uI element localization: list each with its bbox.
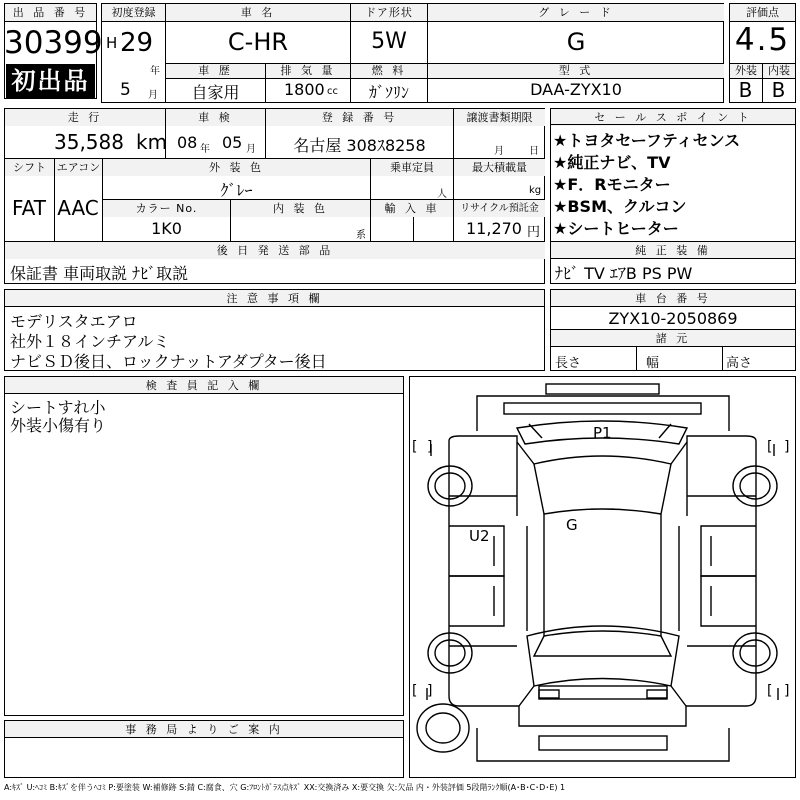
rear-body bbox=[519, 706, 686, 726]
first-reg-label: 初度登録 bbox=[102, 4, 165, 21]
lot-number: 30399 bbox=[4, 25, 103, 61]
notes-label: 注 意 事 項 欄 bbox=[5, 290, 544, 307]
import-label: 輸 入 車 bbox=[371, 200, 453, 217]
interior-grade: B bbox=[771, 78, 786, 102]
ac: AAC bbox=[57, 196, 99, 220]
mileage: 35,588 bbox=[54, 130, 124, 154]
mark-p1: P1 bbox=[593, 424, 612, 442]
svg-text:]: ] bbox=[427, 439, 433, 455]
max-load-label: 最大積載量 bbox=[454, 159, 545, 176]
width-label: 幅 bbox=[646, 356, 660, 371]
grade: G bbox=[566, 28, 586, 56]
exterior-color: ｸﾞﾚｰ bbox=[220, 181, 253, 200]
reg-month: 5 bbox=[120, 80, 131, 100]
svg-text:[: [ bbox=[767, 683, 773, 699]
transfer-day-unit: 日 bbox=[529, 146, 539, 157]
front-bumper-top bbox=[546, 384, 659, 394]
sales-point-item: ★F．Rモニター bbox=[553, 175, 671, 194]
chassis-label: 車 台 番 号 bbox=[551, 290, 795, 307]
sales-points-label: セ ー ル ス ポ イ ン ト bbox=[551, 109, 795, 126]
height-label: 高さ bbox=[726, 356, 753, 371]
mark-g: G bbox=[566, 516, 578, 534]
inspector-line: シートすれ小 bbox=[10, 398, 106, 417]
grade-label: グ レ ー ド bbox=[428, 4, 724, 21]
spare-tyre bbox=[417, 704, 469, 752]
inspector-label: 検 査 員 記 入 欄 bbox=[5, 377, 403, 394]
capacity-label: 乗車定員 bbox=[371, 159, 453, 176]
car-name: C-HR bbox=[227, 28, 289, 56]
load-unit: kg bbox=[529, 185, 542, 196]
later-parts: 保証書 車両取説 ﾅﾋﾞ取説 bbox=[10, 264, 189, 283]
displacement: 1800 bbox=[284, 80, 325, 99]
capacity-unit: 人 bbox=[437, 189, 447, 200]
inspection-month: 05 bbox=[222, 133, 243, 152]
svg-text:[: [ bbox=[767, 439, 773, 455]
exterior-label: 外装 bbox=[730, 64, 762, 78]
door-label: ドア形状 bbox=[351, 4, 427, 21]
rear-bumper bbox=[477, 728, 729, 761]
left-side bbox=[449, 441, 519, 706]
sales-point-item: ★シートヒーター bbox=[553, 219, 679, 238]
inspection-label: 車 検 bbox=[166, 109, 265, 126]
ac-label: エアコン bbox=[56, 161, 101, 174]
color-number: 1K0 bbox=[151, 219, 182, 238]
plate-label: 登 録 番 号 bbox=[266, 109, 453, 126]
transfer-deadline-label: 譲渡書類期限 bbox=[454, 109, 545, 126]
note-line: モデリスタエアロ bbox=[10, 312, 138, 331]
door-type: 5W bbox=[371, 29, 407, 54]
later-parts-label: 後 日 発 送 部 品 bbox=[5, 242, 545, 259]
car-name-label: 車 名 bbox=[166, 4, 350, 21]
interior-color-unit: 系 bbox=[356, 230, 366, 241]
history-label: 車 歴 bbox=[166, 64, 265, 78]
year-unit: 年 bbox=[150, 66, 160, 77]
shift-label: シフト bbox=[5, 159, 54, 176]
svg-text:]: ] bbox=[784, 439, 790, 455]
mark-u2: U2 bbox=[469, 527, 490, 545]
inspection-year: 08 bbox=[177, 133, 198, 152]
office-label: 事 務 局 よ り ご 案 内 bbox=[5, 721, 403, 738]
exterior-color-label: 外 装 色 bbox=[103, 159, 370, 176]
standard-equipment: ﾅﾋﾞ TV ｴｱB PS PW bbox=[555, 264, 693, 283]
right-side bbox=[686, 441, 756, 706]
interior-label: 内装 bbox=[763, 64, 795, 78]
fuel-label: 燃 料 bbox=[351, 64, 427, 78]
svg-text:]: ] bbox=[784, 683, 790, 699]
era: H bbox=[106, 34, 118, 52]
score-label: 評価点 bbox=[730, 4, 795, 21]
reg-year: 29 bbox=[120, 28, 154, 58]
car-diagram bbox=[409, 376, 796, 778]
chassis-number: ZYX10-2050869 bbox=[608, 309, 738, 328]
cc-unit: cc bbox=[327, 86, 338, 97]
month-unit: 月 bbox=[148, 90, 158, 101]
km-unit: km bbox=[136, 130, 168, 154]
right-rear-door bbox=[701, 576, 756, 626]
model-label: 型 式 bbox=[428, 64, 724, 78]
inspection-year-unit: 年 bbox=[200, 144, 210, 155]
mileage-label: 走 行 bbox=[5, 109, 165, 126]
svg-text:[: [ bbox=[412, 683, 418, 699]
recycle-fee: 11,270 bbox=[466, 219, 522, 238]
sales-point-item: ★BSM、クルコン bbox=[553, 197, 687, 216]
color-number-label: カラー No. bbox=[103, 200, 230, 217]
history: 自家用 bbox=[191, 83, 240, 102]
interior-color-label: 内 装 色 bbox=[231, 200, 370, 217]
shift: FAT bbox=[11, 196, 46, 220]
note-line: 社外１８インチアルミ bbox=[10, 332, 170, 351]
lot-number-label: 出 品 番 号 bbox=[5, 4, 96, 21]
specs-label: 諸 元 bbox=[551, 330, 795, 347]
right-front-door bbox=[701, 526, 756, 576]
evaluation-score: 4.5 bbox=[734, 22, 791, 58]
length-label: 長さ bbox=[555, 356, 582, 371]
transfer-month-unit: 月 bbox=[494, 146, 504, 157]
equipment-label: 純 正 装 備 bbox=[551, 242, 795, 259]
sales-point-item: ★純正ナビ、TV bbox=[553, 153, 671, 172]
first-listing-badge: 初出品 bbox=[6, 64, 95, 98]
roof bbox=[534, 456, 671, 514]
displacement-label: 排 気 量 bbox=[266, 64, 350, 78]
svg-text:]: ] bbox=[427, 683, 433, 699]
recycle-unit: 円 bbox=[527, 225, 541, 240]
center-body bbox=[544, 514, 661, 636]
exterior-grade: B bbox=[738, 78, 753, 102]
legend-footer: A:ｷｽﾞ U:ﾍｺﾐ B:ｷｽﾞを伴うﾍｺﾐ P:要塗装 W:補修跡 S:錆 C:腐食、穴 G:ﾌﾛﾝﾄｶﾞﾗｽ点ｷｽﾞ XX:交換済み X:要交換 欠:欠品 内・外装評価 5段階ﾗﾝｸ順(A･B･C･D･E) 1 bbox=[4, 783, 566, 792]
note-line: ナビＳＤ後日、ロックナットアダプター後日 bbox=[10, 352, 327, 371]
model-code: DAA-ZYX10 bbox=[530, 80, 622, 99]
left-rear-door bbox=[449, 576, 504, 626]
inspection-month-unit: 月 bbox=[246, 144, 256, 155]
recycle-label: リサイクル預託金 bbox=[454, 200, 545, 217]
plate-number: 名古屋 308ｽ8258 bbox=[293, 136, 426, 155]
inspector-line: 外装小傷有り bbox=[10, 416, 107, 435]
front-bumper-outline bbox=[477, 396, 729, 406]
svg-text:[: [ bbox=[412, 439, 418, 455]
fuel: ｶﾞｿﾘﾝ bbox=[368, 83, 409, 102]
sales-point-item: ★トヨタセーフティセンス bbox=[553, 131, 741, 150]
